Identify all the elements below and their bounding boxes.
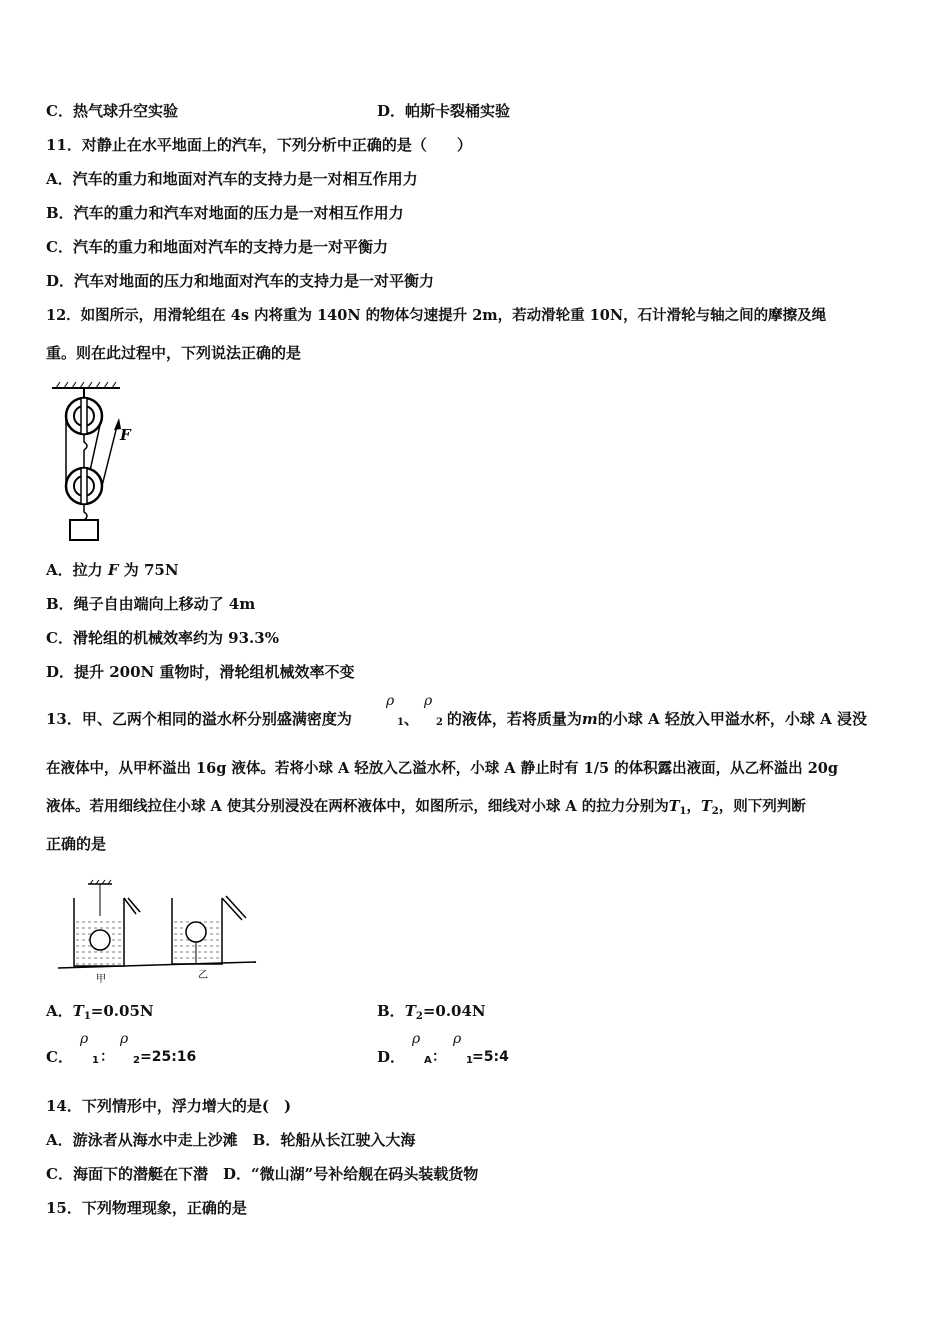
q12-option-a-prefix: A．拉力: [46, 561, 108, 579]
q13-option-d-colon: ：: [432, 1049, 446, 1065]
q12-stem-line1: 12．如图所示，用滑轮组在 4s 内将重为 140N 的物体匀速提升 2m，若动滑轮重 10N，石计滑轮与轴之间的摩擦及绳: [46, 307, 827, 324]
q13-line3-a: 液体。若用细线拉住小球 A 使其分别浸没在两杯液体中，如图所示，细线对小球 A 的拉力分别为: [46, 798, 669, 815]
q13-option-d-sub1: 1: [466, 1055, 473, 1066]
q11-option-d: D．汽车对地面的压力和地面对汽车的支持力是一对平衡力: [46, 272, 435, 290]
q13-option-b-sub: 2: [415, 1011, 423, 1022]
pulley-force-label: F: [120, 426, 131, 444]
t1-subscript: 1: [679, 806, 687, 817]
q10-option-c: C．热气球升空实验: [46, 102, 178, 120]
q13-option-b-t: T: [404, 1002, 416, 1020]
q13-option-b-value: =0.04N: [422, 1002, 486, 1020]
q13-option-a-t: T: [72, 1002, 84, 1020]
q13-option-d-subA: A: [424, 1055, 432, 1066]
q14-options-cd: C．海面下的潜艇在下潜 D．“微山湖”号补给舰在码头装载货物: [46, 1165, 479, 1183]
q11-stem: 11．对静止在水平地面上的汽车，下列分析中正确的是（ ）: [46, 136, 472, 154]
q14-stem: 14．下列情形中，浮力增大的是( ): [46, 1097, 292, 1115]
q12-option-a-suffix: 为 75N: [118, 561, 179, 579]
q13-option-b-prefix: B．: [377, 1002, 405, 1020]
q13-option-c-rho-2: ρ: [120, 1031, 129, 1047]
q13-option-a: [46, 1001, 154, 1027]
q12-option-a: [46, 560, 179, 580]
overflow-cups-figure: [56, 878, 262, 986]
q12-option-c: C．滑轮组的机械效率约为 93.3%: [46, 629, 279, 647]
rho-2-symbol: ρ: [424, 693, 433, 709]
t2-var: T: [700, 798, 712, 815]
q13-line1: [46, 709, 867, 729]
q13-option-c-sub2: 2: [133, 1055, 140, 1066]
q13-option-d-rho-a: ρ: [412, 1031, 421, 1047]
q13-mass-var: m: [581, 710, 598, 728]
q13-line1-a: 13．甲、乙两个相同的溢水杯分别盛满密度为: [46, 710, 352, 728]
rho-2-subscript: 2: [436, 717, 443, 728]
q11-option-a: A．汽车的重力和地面对汽车的支持力是一对相互作用力: [46, 170, 418, 188]
q12-option-d: D．提升 200N 重物时，滑轮组机械效率不变: [46, 663, 355, 681]
rho-1-symbol: ρ: [386, 693, 395, 709]
q12-option-a-var: F: [107, 561, 119, 579]
q13-line3-b: ，则下列判断: [718, 798, 806, 815]
q13-option-d-prefix: D．: [377, 1048, 406, 1066]
rho-1-subscript: 1: [397, 717, 404, 728]
t1-var: T: [668, 798, 680, 815]
q13-option-b: [377, 1001, 486, 1027]
cup-label-jia: 甲: [96, 974, 106, 985]
q13-option-c-rho-1: ρ: [80, 1031, 89, 1047]
q13-option-a-prefix: A．: [46, 1002, 73, 1020]
q13-option-c-prefix: C．: [46, 1048, 73, 1066]
q13-option-c-sub1: 1: [92, 1055, 99, 1066]
q13-line1-b: 的液体，若将质量为: [446, 710, 582, 728]
q12-stem-line2: 重。则在此过程中，下列说法正确的是: [46, 344, 302, 362]
q13-option-d-rho-1: ρ: [453, 1031, 462, 1047]
q11-option-b: B．汽车的重力和汽车对地面的压力是一对相互作用力: [46, 204, 404, 222]
cup-label-yi: 乙: [198, 970, 208, 981]
q14-options-ab: A．游泳者从海水中走上沙滩 B．轮船从长江驶入大海: [46, 1131, 416, 1149]
q13-line4: 正确的是: [46, 835, 107, 853]
q13-option-a-sub: 1: [83, 1011, 91, 1022]
q11-option-c: C．汽车的重力和地面对汽车的支持力是一对平衡力: [46, 238, 388, 256]
q13-line2: 在液体中，从甲杯溢出 16g 液体。若将小球 A 轻放入乙溢水杯，小球 A 静止时有 1/5 的体积露出液面，从乙杯溢出 20g: [46, 760, 839, 777]
t2-subscript: 2: [711, 806, 719, 817]
q13-option-a-value: =0.05N: [90, 1002, 154, 1020]
q15-stem: 15．下列物理现象，正确的是: [46, 1199, 247, 1217]
q13-line1-c: 的小球 A 轻放入甲溢水杯，小球 A 浸没: [597, 710, 867, 728]
q13-line1-sep: 、: [403, 710, 419, 728]
q12-option-b: B．绳子自由端向上移动了 4m: [46, 595, 256, 613]
q13-line3: [46, 797, 806, 822]
q13-line3-comma: ，: [686, 798, 701, 815]
q13-option-d-value: =5:4: [472, 1049, 509, 1065]
q13-option-c-colon: ：: [100, 1049, 114, 1065]
q13-option-c-value: =25:16: [140, 1049, 197, 1065]
pulley-figure: [44, 380, 154, 545]
q10-option-d: D．帕斯卡裂桶实验: [377, 102, 511, 120]
